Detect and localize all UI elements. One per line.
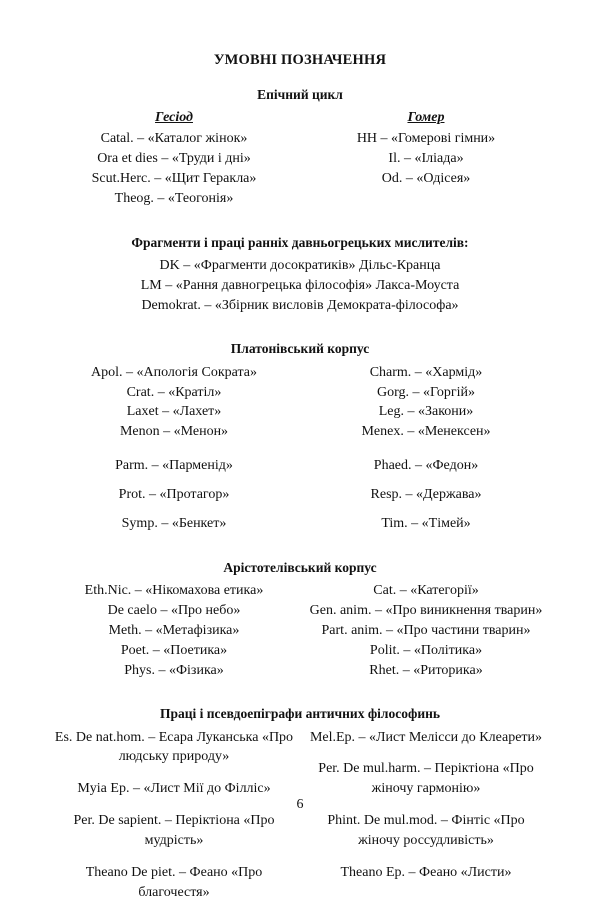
- abbreviation-entry: Meth. – «Метафізика»: [108, 622, 240, 638]
- abbreviation-entry: Es. De nat.hom. – Есара Луканська «Про людську природу»: [54, 729, 294, 765]
- section-epic-cycle: [48, 86, 552, 209]
- column-women-left: [48, 728, 300, 915]
- spacer: [48, 476, 300, 485]
- abbreviation-entry: Mel.Ep. – «Лист Мелісси до Клеарети»: [309, 729, 543, 745]
- section-heading: Платонівський корпус: [230, 341, 370, 357]
- column-homer: [300, 108, 552, 208]
- section-heading: Епічний цикл: [257, 87, 343, 102]
- single-column-block: [48, 256, 552, 316]
- abbreviation-entry: Per. De mul.harm. – Періктіона «Про жіночу гармонію»: [318, 761, 534, 797]
- abbreviation-entry: Charm. – «Хармід»: [369, 364, 483, 380]
- abbreviation-entry: Il. – «Іліада»: [388, 150, 464, 166]
- abbreviation-entry: Phint. De mul.mod. – Фінтіс «Про жіночу россудливість»: [327, 813, 525, 849]
- abbreviation-entry: Part. anim. – «Про частини тварин»: [321, 622, 531, 638]
- column-platonic-right: [300, 363, 552, 534]
- abbreviation-entry: Poet. – «Поетика»: [120, 642, 228, 658]
- section-platonic-corpus: [48, 340, 552, 533]
- abbreviation-entry: Gen. anim. – «Про виникнення тварин»: [309, 602, 543, 618]
- abbreviation-entry: De caelo – «Про небо»: [107, 602, 241, 618]
- spacer: [48, 442, 300, 456]
- section-heading: Фрагменти і праці ранніх давньогрецьких мислителів:: [131, 234, 469, 250]
- abbreviation-entry: Prot. – «Протагор»: [118, 487, 230, 503]
- abbreviation-entry: DK – «Фрагменти досократиків» Дільс-Кранца: [159, 257, 441, 273]
- spacer: [300, 476, 552, 485]
- abbreviation-entry: Resp. – «Держава»: [370, 487, 482, 503]
- two-column-block: [48, 581, 552, 680]
- abbreviation-entry: Cat. – «Категорії»: [373, 583, 479, 598]
- column-aristotelian-left: [48, 581, 300, 680]
- two-column-block: [48, 728, 552, 915]
- abbreviation-entry: Theog. – «Теогонія»: [114, 190, 234, 206]
- abbreviation-entry: Tim. – «Тімей»: [381, 515, 471, 531]
- abbreviation-entry: Theano De piet. – Феано «Про благочестя»: [85, 864, 263, 900]
- abbreviation-entry: Demokrat. – «Збірник висловів Демократа-філософа»: [141, 297, 459, 313]
- column-heading-homer: Гомер: [407, 110, 445, 126]
- abbreviation-entry: Per. De sapient. – Періктіона «Про мудрість»: [73, 813, 275, 849]
- abbreviation-entry: Leg. – «Закони»: [378, 404, 474, 420]
- abbreviation-entry: HH – «Гомерові гімни»: [356, 131, 496, 147]
- spacer: [48, 505, 300, 514]
- abbreviation-entry: Crat. – «Кратіл»: [126, 384, 222, 400]
- column-hesiod: [48, 108, 300, 208]
- abbreviation-entry: Polit. – «Політика»: [369, 642, 483, 658]
- section-presocratic-fragments: [48, 234, 552, 316]
- abbreviation-entry: Symp. – «Бенкет»: [121, 515, 227, 531]
- abbreviation-entry: Menon – «Менон»: [119, 424, 229, 440]
- abbreviation-entry: Rhet. – «Риторика»: [369, 662, 483, 678]
- two-column-block: [48, 363, 552, 534]
- abbreviation-entry: Laxet – «Лахет»: [126, 404, 222, 420]
- section-heading: Арістотелівський корпус: [223, 559, 377, 575]
- section-heading: Праці і псевдоепіграфи античних філософинь: [159, 706, 441, 722]
- abbreviation-entry: Catal. – «Каталог жінок»: [100, 131, 248, 147]
- abbreviation-entry: Myia Ep. – «Лист Мії до Філліс»: [77, 781, 271, 797]
- column-heading-hesiod: Гесіод: [155, 110, 193, 126]
- column-women-right: [300, 728, 552, 915]
- spacer: [300, 505, 552, 514]
- abbreviation-entry: Ora et dies – «Труди і дні»: [97, 150, 251, 166]
- spacer: [48, 686, 552, 705]
- abbreviation-entry: LM – «Рання давногрецька філософія» Лакса-Моуста: [140, 277, 460, 293]
- page-title: УМОВНІ ПОЗНАЧЕННЯ: [213, 52, 387, 68]
- abbreviation-entry: Parm. – «Парменід»: [115, 458, 233, 474]
- abbreviation-entry: Od. – «Одісея»: [381, 170, 471, 186]
- abbreviation-entry: Apol. – «Апологія Сократа»: [91, 364, 257, 380]
- abbreviation-entry: Theano Ep. – Феано «Листи»: [340, 864, 512, 880]
- spacer: [48, 321, 552, 340]
- abbreviation-entry: Scut.Herc. – «Щит Геракла»: [91, 170, 257, 186]
- page-number: 6: [296, 797, 304, 812]
- abbreviation-entry: Phys. – «Фізика»: [124, 662, 224, 678]
- spacer: [48, 540, 552, 559]
- abbreviation-entry: Menex. – «Менексен»: [361, 424, 491, 440]
- abbreviation-entry: Phaed. – «Федон»: [373, 458, 479, 474]
- abbreviation-entry: Eth.Nic. – «Нікомахова етика»: [84, 583, 264, 598]
- spacer: [48, 215, 552, 234]
- column-platonic-left: [48, 363, 300, 534]
- abbreviation-entry: Gorg. – «Горгій»: [376, 384, 475, 400]
- column-aristotelian-right: [300, 581, 552, 680]
- section-aristotelian-corpus: [48, 559, 552, 681]
- spacer: [300, 442, 552, 456]
- two-column-block: [48, 108, 552, 208]
